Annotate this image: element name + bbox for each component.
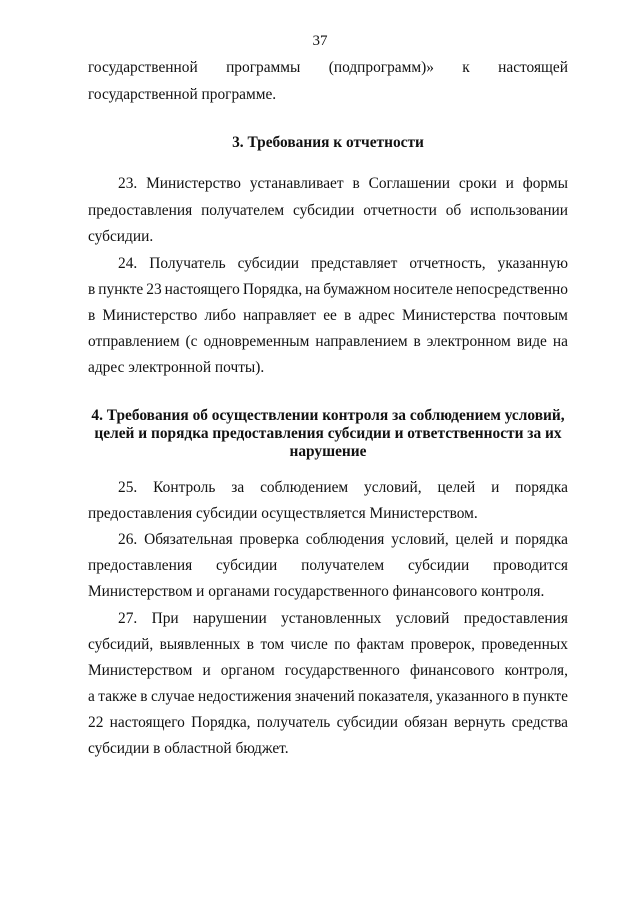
- word: в: [140, 688, 148, 705]
- word: на: [552, 333, 568, 350]
- word: почтовым: [503, 307, 568, 324]
- intro-line-2: государственной программе.: [88, 86, 277, 103]
- word: непосредственно: [455, 281, 568, 298]
- word: Министерство: [102, 307, 198, 324]
- word: (с: [185, 333, 198, 350]
- paragraph-27-line-3: [88, 661, 568, 681]
- word: в: [413, 333, 421, 350]
- word: либо: [204, 307, 236, 324]
- word: обязан: [404, 714, 448, 731]
- word: Министерством: [88, 662, 193, 679]
- word: бумажном: [323, 281, 391, 298]
- word: Министерства: [402, 307, 496, 324]
- word: 24.: [118, 255, 138, 272]
- intro-line-1: [88, 58, 568, 78]
- word: формы: [522, 175, 568, 192]
- word: установленных: [281, 610, 382, 627]
- word: предоставления: [88, 202, 193, 219]
- word: предоставления: [88, 557, 193, 574]
- paragraph-26-line-2: [88, 556, 568, 576]
- word: по: [334, 636, 351, 653]
- word: субсидии: [336, 714, 398, 731]
- word: контроля,: [504, 662, 568, 679]
- word: и: [500, 531, 509, 548]
- paragraph-27-line-6: субсидии в областной бюджет.: [88, 740, 289, 757]
- word: том: [260, 636, 285, 653]
- word: 23: [146, 281, 162, 298]
- word: отчетности: [363, 202, 437, 219]
- word: выявленных: [159, 636, 241, 653]
- word: вернуть: [453, 714, 506, 731]
- word: пункте: [522, 688, 568, 705]
- paragraph-27-line-1: [118, 609, 568, 629]
- word: проверка: [239, 531, 299, 548]
- word: ее: [323, 307, 337, 324]
- word: 25.: [118, 479, 138, 496]
- word: органом: [220, 662, 275, 679]
- word: фактам: [356, 636, 405, 653]
- word: в: [344, 307, 352, 324]
- word: получателем: [301, 557, 385, 574]
- section-4-heading-line-2: целей и порядка предоставления субсидии и ответственности за их: [94, 425, 562, 442]
- word: При: [151, 610, 179, 627]
- word: Контроль: [153, 479, 216, 496]
- word: Порядка,: [191, 714, 251, 731]
- word: отчетность,: [409, 255, 486, 272]
- word: порядка: [515, 531, 568, 548]
- word: государственного: [284, 662, 400, 679]
- word: указанного: [436, 688, 509, 705]
- word: в: [88, 307, 96, 324]
- word: за: [231, 479, 245, 496]
- section-3-heading: 3. Требования к отчетности: [232, 134, 424, 151]
- word: использовании: [470, 202, 568, 219]
- word: устанавливает: [249, 175, 344, 192]
- word: субсидий,: [88, 636, 154, 653]
- word: программы: [226, 59, 301, 76]
- word: также: [98, 688, 137, 705]
- word: значений: [294, 688, 355, 705]
- word: порядка: [515, 479, 568, 496]
- word: пункте: [98, 281, 144, 298]
- page-number: 37: [312, 33, 328, 49]
- word: Получатель: [149, 255, 226, 272]
- word: условий,: [391, 531, 449, 548]
- word: виде: [516, 333, 547, 350]
- word: 22: [88, 714, 104, 731]
- word: получатель: [256, 714, 331, 731]
- word: Министерство: [146, 175, 241, 192]
- word: Обязательная: [144, 531, 233, 548]
- word: (подпрограмм)»: [328, 59, 434, 76]
- word: нарушении: [193, 610, 267, 627]
- paragraph-27-line-4: [88, 687, 568, 707]
- word: Соглашении: [368, 175, 450, 192]
- word: условий: [395, 610, 450, 627]
- word: к: [462, 59, 470, 76]
- word: получателем: [201, 202, 285, 219]
- word: условий,: [364, 479, 422, 496]
- word: соблюдением: [260, 479, 349, 496]
- word: в: [246, 636, 255, 653]
- word: направлением: [315, 333, 408, 350]
- word: государственной: [88, 59, 198, 76]
- paragraph-23-line-3: субсидии.: [88, 228, 154, 245]
- word: настоящего: [109, 714, 185, 731]
- word: в: [88, 281, 96, 298]
- word: носителе: [393, 281, 453, 298]
- word: показателя,: [358, 688, 433, 705]
- paragraph-25-line-2: предоставления субсидии осуществляется Министерством.: [88, 505, 478, 522]
- word: 26.: [118, 531, 138, 548]
- section-4-heading-line-3: нарушение: [289, 443, 367, 460]
- word: субсидии: [237, 255, 299, 272]
- word: и: [505, 175, 514, 192]
- word: электронном: [426, 333, 511, 350]
- word: целей: [455, 531, 494, 548]
- word: настоящей: [498, 59, 568, 76]
- paragraph-23-line-2: [88, 201, 568, 221]
- word: в: [512, 688, 520, 705]
- word: субсидии: [293, 202, 355, 219]
- word: средства: [511, 714, 568, 731]
- word: проверок,: [410, 636, 475, 653]
- word: одновременным: [203, 333, 310, 350]
- word: предоставления: [463, 610, 568, 627]
- word: об: [445, 202, 462, 219]
- word: целей: [437, 479, 476, 496]
- paragraph-24-line-1: [118, 254, 568, 274]
- word: адрес: [358, 307, 395, 324]
- word: 27.: [118, 610, 138, 627]
- word: проводится: [493, 557, 568, 574]
- paragraph-27-line-2: [88, 635, 568, 655]
- paragraph-25-line-1: [118, 478, 568, 498]
- paragraph-26-line-3: Министерством и органами государственного финансового контроля.: [88, 583, 545, 600]
- word: направляет: [243, 307, 317, 324]
- word: числе: [290, 636, 328, 653]
- paragraph-24-line-4: [88, 332, 568, 352]
- word: финансового: [409, 662, 495, 679]
- word: представляет: [311, 255, 398, 272]
- word: Порядка,: [242, 281, 303, 298]
- paragraph-24-line-2: [88, 280, 568, 300]
- word: 23.: [118, 175, 138, 192]
- word: субсидии: [407, 557, 470, 574]
- paragraph-23-line-1: [118, 174, 568, 194]
- word: отправлением: [88, 333, 180, 350]
- word: сроки: [458, 175, 497, 192]
- word: случае: [150, 688, 195, 705]
- word: в: [352, 175, 360, 192]
- word: указанную: [497, 255, 568, 272]
- word: проведенных: [481, 636, 568, 653]
- word: субсидии: [215, 557, 278, 574]
- paragraph-26-line-1: [118, 530, 568, 550]
- paragraph-27-line-5: [88, 713, 568, 733]
- paragraph-24-line-3: [88, 306, 568, 326]
- word: а: [88, 688, 95, 705]
- section-4-heading-line-1: 4. Требования об осуществлении контроля за соблюдением условий,: [91, 407, 565, 424]
- word: и: [202, 662, 211, 679]
- word: недостижения: [198, 688, 292, 705]
- word: соблюдения: [305, 531, 385, 548]
- word: настоящего: [164, 281, 240, 298]
- word: и: [491, 479, 500, 496]
- word: на: [305, 281, 321, 298]
- paragraph-24-line-5: адрес электронной почты).: [88, 359, 265, 376]
